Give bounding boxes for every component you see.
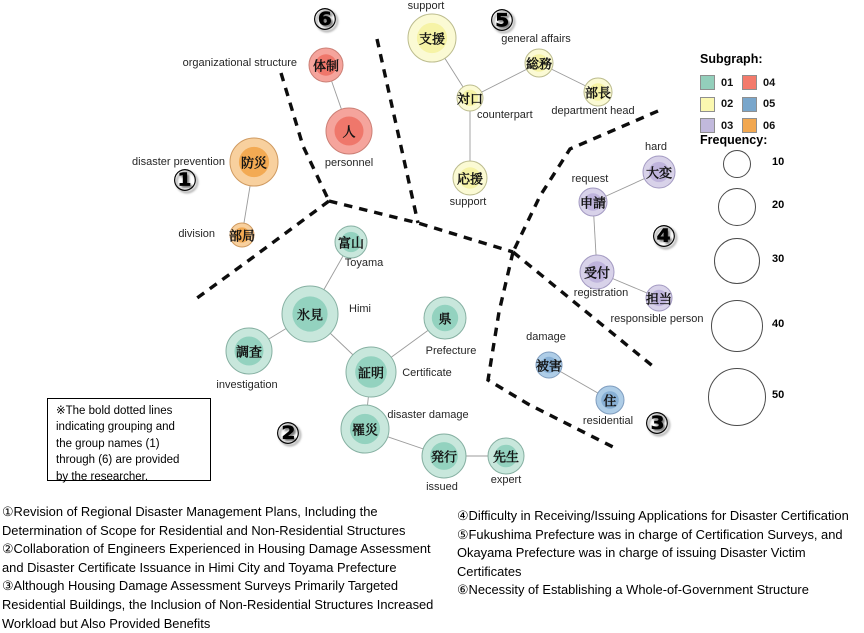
text-line: Residential Buildings, the Inclusion of Non-Residential Structures Increased xyxy=(2,596,434,612)
node-word-en: division xyxy=(178,228,215,240)
node-word-jp: 受付 xyxy=(583,265,611,281)
node-bousai xyxy=(132,138,278,186)
text-line: ④Difficulty in Receiving/Issuing Applications for Disaster Certification xyxy=(457,508,849,523)
node-hakkou xyxy=(422,434,466,493)
node-ken xyxy=(424,297,476,357)
node-word-jp: 被害 xyxy=(535,358,563,374)
frequency-legend-title: Frequency: xyxy=(700,133,768,147)
group-number-6: ⑥ xyxy=(312,2,338,38)
subgraph-06-swatch xyxy=(742,118,757,133)
frequency-value-label: 30 xyxy=(772,253,785,265)
node-word-en: department head xyxy=(551,105,635,117)
node-word-jp: 人 xyxy=(342,124,356,140)
subgraph-06-label: 06 xyxy=(763,119,776,132)
group-number-3: ③ xyxy=(644,406,670,442)
group-boundary-1 xyxy=(281,73,329,201)
text-line: indicating grouping and xyxy=(56,421,175,434)
node-word-en: registration xyxy=(573,287,629,299)
node-ouen xyxy=(450,161,487,208)
subgraph-01-swatch xyxy=(700,75,715,90)
text-line: ①Revision of Regional Disaster Management Plans, Including the xyxy=(2,504,378,519)
subgraph-02-swatch xyxy=(700,97,715,112)
node-taikou xyxy=(457,85,533,121)
node-word-en: issued xyxy=(426,481,458,493)
node-taisei xyxy=(183,48,343,82)
node-word-en: support xyxy=(407,0,445,12)
node-word-jp: 部長 xyxy=(584,85,612,101)
node-word-jp: 総務 xyxy=(525,56,553,72)
node-word-jp: 申請 xyxy=(579,195,607,211)
node-word-jp: 発行 xyxy=(430,449,458,465)
subgraph-02-label: 02 xyxy=(721,98,734,111)
subgraph-05-swatch xyxy=(742,97,757,112)
node-word-jp: 部局 xyxy=(228,228,256,244)
node-word-en: Prefecture xyxy=(425,345,477,357)
node-word-en: personnel xyxy=(324,157,374,169)
node-word-jp: 先生 xyxy=(492,449,520,465)
node-word-jp: 対口 xyxy=(456,91,484,107)
node-higai xyxy=(526,331,566,378)
node-word-jp: 支援 xyxy=(418,31,446,47)
text-line: Okayama Prefecture was in charge of issuing Disaster Victim xyxy=(457,545,806,561)
node-sensei xyxy=(488,438,524,486)
text-line: Determination of Scope for Residential and Non-Residential Structures xyxy=(2,522,406,538)
frequency-value-label: 10 xyxy=(772,156,785,168)
node-word-jp: 担当 xyxy=(645,291,673,307)
node-hito xyxy=(325,108,373,169)
text-line: the group names (1) xyxy=(56,437,160,450)
node-word-jp: 証明 xyxy=(357,365,385,381)
legend-item-04 xyxy=(742,72,784,94)
node-word-jp: 大変 xyxy=(645,165,673,181)
text-line: ⑤Fukushima Prefecture was in charge of Certification Surveys, and xyxy=(457,526,843,542)
footnote-right-column xyxy=(457,507,849,600)
text-line: Workload but Also Provided Benefits xyxy=(2,615,211,631)
node-word-en: disaster damage xyxy=(387,409,469,421)
node-word-en: Certificate xyxy=(402,367,452,379)
node-word-en: expert xyxy=(490,474,522,486)
text-line: by the researcher. xyxy=(56,470,149,483)
node-word-en: Himi xyxy=(349,303,371,315)
node-word-en: Toyama xyxy=(344,257,384,269)
node-soumu xyxy=(501,33,571,77)
node-word-en: hard xyxy=(644,141,668,153)
legend-item-01 xyxy=(700,72,742,94)
text-line: ⑥Necessity of Establishing a Whole-of-Government Structure xyxy=(457,582,809,598)
subgraph-03-label: 03 xyxy=(721,119,734,132)
frequency-value-label: 20 xyxy=(772,199,785,211)
subgraph-04-label: 04 xyxy=(763,76,776,89)
subgraph-legend xyxy=(700,52,860,137)
node-uketsuke xyxy=(574,255,628,299)
subgraph-legend-grid xyxy=(700,72,860,137)
text-line: ③Although Housing Damage Assessment Surveys Primarily Targeted xyxy=(2,578,399,594)
text-line: ②Collaboration of Engineers Experienced in Housing Damage Assessment xyxy=(2,541,431,557)
node-bukyoku xyxy=(178,223,255,247)
node-word-jp: 体制 xyxy=(312,58,340,74)
node-word-en: investigation xyxy=(216,379,278,391)
group-number-5: ⑤ xyxy=(489,3,515,39)
footnote-left-column xyxy=(2,503,433,633)
subgraph-05-label: 05 xyxy=(763,98,776,111)
node-word-jp: 氷見 xyxy=(296,307,324,323)
text-line: through (6) are provided xyxy=(56,454,180,467)
node-word-jp: 調査 xyxy=(235,344,263,360)
node-word-en: general affairs xyxy=(501,33,571,45)
node-word-jp: 応援 xyxy=(456,171,484,187)
node-word-jp: 県 xyxy=(438,311,452,327)
subgraph-01-label: 01 xyxy=(721,76,734,89)
legend-item-02 xyxy=(700,94,742,116)
frequency-value-label: 50 xyxy=(772,389,785,401)
node-word-en: responsible person xyxy=(610,313,704,325)
node-word-en: organizational structure xyxy=(182,57,297,69)
frequency-value-label: 40 xyxy=(772,318,785,330)
frequency-circle-40 xyxy=(711,300,763,352)
researcher-note-box xyxy=(47,398,211,481)
node-word-jp: 防災 xyxy=(240,155,268,171)
node-shinsei xyxy=(572,173,609,216)
node-word-en: damage xyxy=(526,331,566,343)
group-number-4: ④ xyxy=(651,219,677,255)
node-himi xyxy=(282,286,371,342)
node-word-en: counterpart xyxy=(477,109,533,121)
group-number-2: ② xyxy=(275,416,301,452)
frequency-circle-50 xyxy=(708,368,766,426)
node-juu xyxy=(583,386,633,427)
group-boundary-4 xyxy=(377,39,418,223)
frequency-circle-30 xyxy=(714,238,760,284)
frequency-circle-20 xyxy=(718,188,756,226)
node-buchou xyxy=(551,78,634,117)
group-number-1: ① xyxy=(172,163,198,199)
node-word-en: request xyxy=(571,173,609,185)
node-word-jp: 罹災 xyxy=(351,422,379,438)
node-toyama xyxy=(335,226,384,269)
subgraph-03-swatch xyxy=(700,118,715,133)
legend-item-05 xyxy=(742,94,784,116)
node-chousa xyxy=(216,328,277,391)
node-word-jp: 富山 xyxy=(337,235,365,251)
node-taihen xyxy=(643,141,675,188)
node-word-en: disaster prevention xyxy=(132,156,225,168)
node-shien xyxy=(408,0,456,62)
node-word-jp: 住 xyxy=(603,393,617,409)
text-line: and Disaster Certificate Issuance in Himi City and Toyama Prefecture xyxy=(2,559,397,575)
node-word-en: support xyxy=(449,196,487,208)
frequency-circle-10 xyxy=(723,150,751,178)
subgraph-legend-title: Subgraph: xyxy=(700,52,763,66)
subgraph-04-swatch xyxy=(742,75,757,90)
text-line: Certificates xyxy=(457,563,522,579)
text-line: ※The bold dotted lines xyxy=(56,405,173,417)
node-word-en: residential xyxy=(582,415,634,427)
frequency-legend xyxy=(700,133,864,433)
